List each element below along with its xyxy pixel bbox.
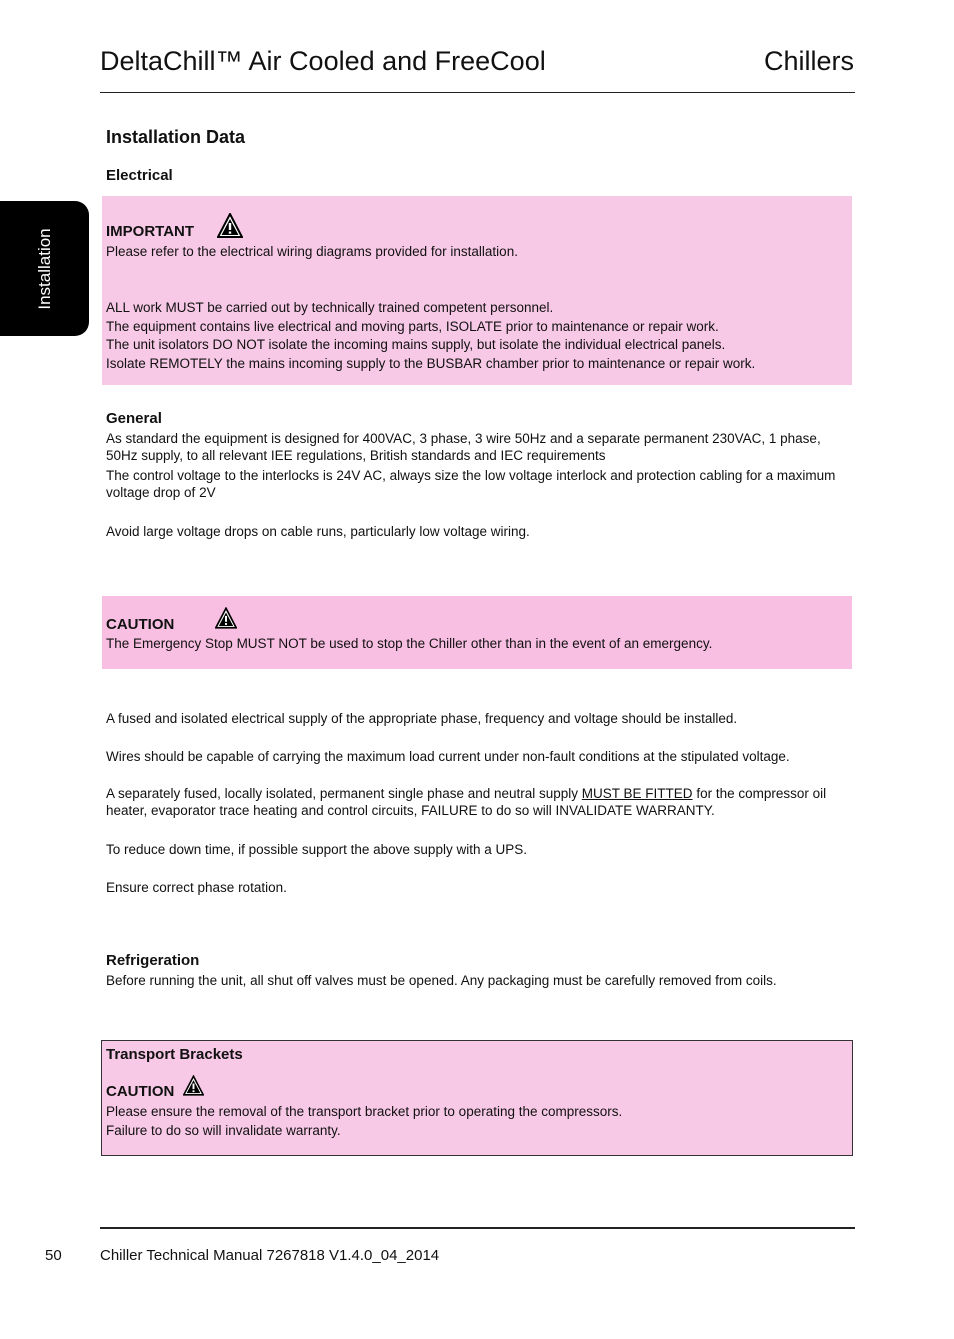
- caution-text: The Emergency Stop MUST NOT be used to stop the Chiller other than in the event of an emergency.: [106, 636, 713, 651]
- important-line-5: Isolate REMOTELY the mains incoming supply to the BUSBAR chamber prior to maintenance or repair work.: [106, 356, 756, 371]
- side-tab-label: Installation: [34, 227, 54, 310]
- transport-line-2: Failure to do so will invalidate warranty.: [106, 1123, 341, 1138]
- general-para-2: The control voltage to the interlocks is 24V AC, always size the low voltage interlock and protection cabling for a maximum voltage drop of 2V: [106, 468, 836, 500]
- supply-para-1: A fused and isolated electrical supply of the appropriate phase, frequency and voltage should be installed.: [106, 711, 738, 726]
- supply-para-3-start: A separately fused, locally isolated, permanent single phase and neutral supply: [106, 786, 582, 801]
- caution-label: CAUTION: [106, 616, 175, 633]
- refrigeration-heading: Refrigeration: [106, 952, 200, 969]
- general-para-1: As standard the equipment is designed for 400VAC, 3 phase, 3 wire 50Hz and a separate permanent 230VAC, 1 phase, 50Hz supply, to all relevant IEE regulations, British standards and IEC requirements: [106, 431, 821, 463]
- supply-para-3: [106, 785, 851, 819]
- refrigeration-text: Before running the unit, all shut off valves must be opened. Any packaging must be carefully removed from coils.: [106, 973, 777, 988]
- warning-triangle-icon: [217, 213, 243, 238]
- must-be-fitted-text: MUST BE FITTED: [581, 786, 693, 801]
- general-heading: General: [106, 410, 162, 427]
- transport-caution-label: CAUTION: [106, 1083, 175, 1100]
- supply-para-5: Ensure correct phase rotation.: [106, 880, 287, 895]
- warning-triangle-icon: [183, 1075, 204, 1096]
- footer-divider: [100, 1227, 855, 1229]
- page-title: DeltaChill™ Air Cooled and FreeCool: [100, 46, 546, 76]
- footer-document-title: Chiller Technical Manual 7267818 V1.4.0_04_2014: [100, 1247, 440, 1264]
- section-title: Installation Data: [106, 127, 246, 147]
- header-divider: [100, 92, 855, 93]
- important-line-1: Please refer to the electrical wiring diagrams provided for installation.: [106, 244, 518, 259]
- supply-para-3-end: for the compressor oil heater, evaporator trace heating and control circuits, FAILURE to do so will INVALIDATE WARRANTY.: [106, 786, 827, 818]
- transport-brackets-heading: Transport Brackets: [106, 1046, 243, 1063]
- electrical-heading: Electrical: [106, 167, 173, 184]
- warning-triangle-icon: [215, 607, 237, 629]
- page-number: 50: [45, 1247, 62, 1264]
- important-label: IMPORTANT: [106, 223, 195, 240]
- page-title-right: Chillers: [763, 46, 854, 76]
- general-para-3: Avoid large voltage drops on cable runs, particularly low voltage wiring.: [106, 524, 530, 539]
- section-side-tab: [0, 201, 89, 336]
- important-line-4: The unit isolators DO NOT isolate the incoming mains supply, but isolate the individual electrical panels.: [106, 337, 726, 352]
- transport-line-1: Please ensure the removal of the transport bracket prior to operating the compressors.: [106, 1104, 623, 1119]
- supply-para-2: Wires should be capable of carrying the maximum load current under non-fault conditions at the stipulated voltage.: [106, 749, 790, 764]
- supply-para-4: To reduce down time, if possible support the above supply with a UPS.: [106, 842, 527, 857]
- important-line-2: ALL work MUST be carried out by technically trained competent personnel.: [106, 300, 554, 315]
- important-line-3: The equipment contains live electrical and moving parts, ISOLATE prior to maintenance or repair work.: [106, 319, 719, 334]
